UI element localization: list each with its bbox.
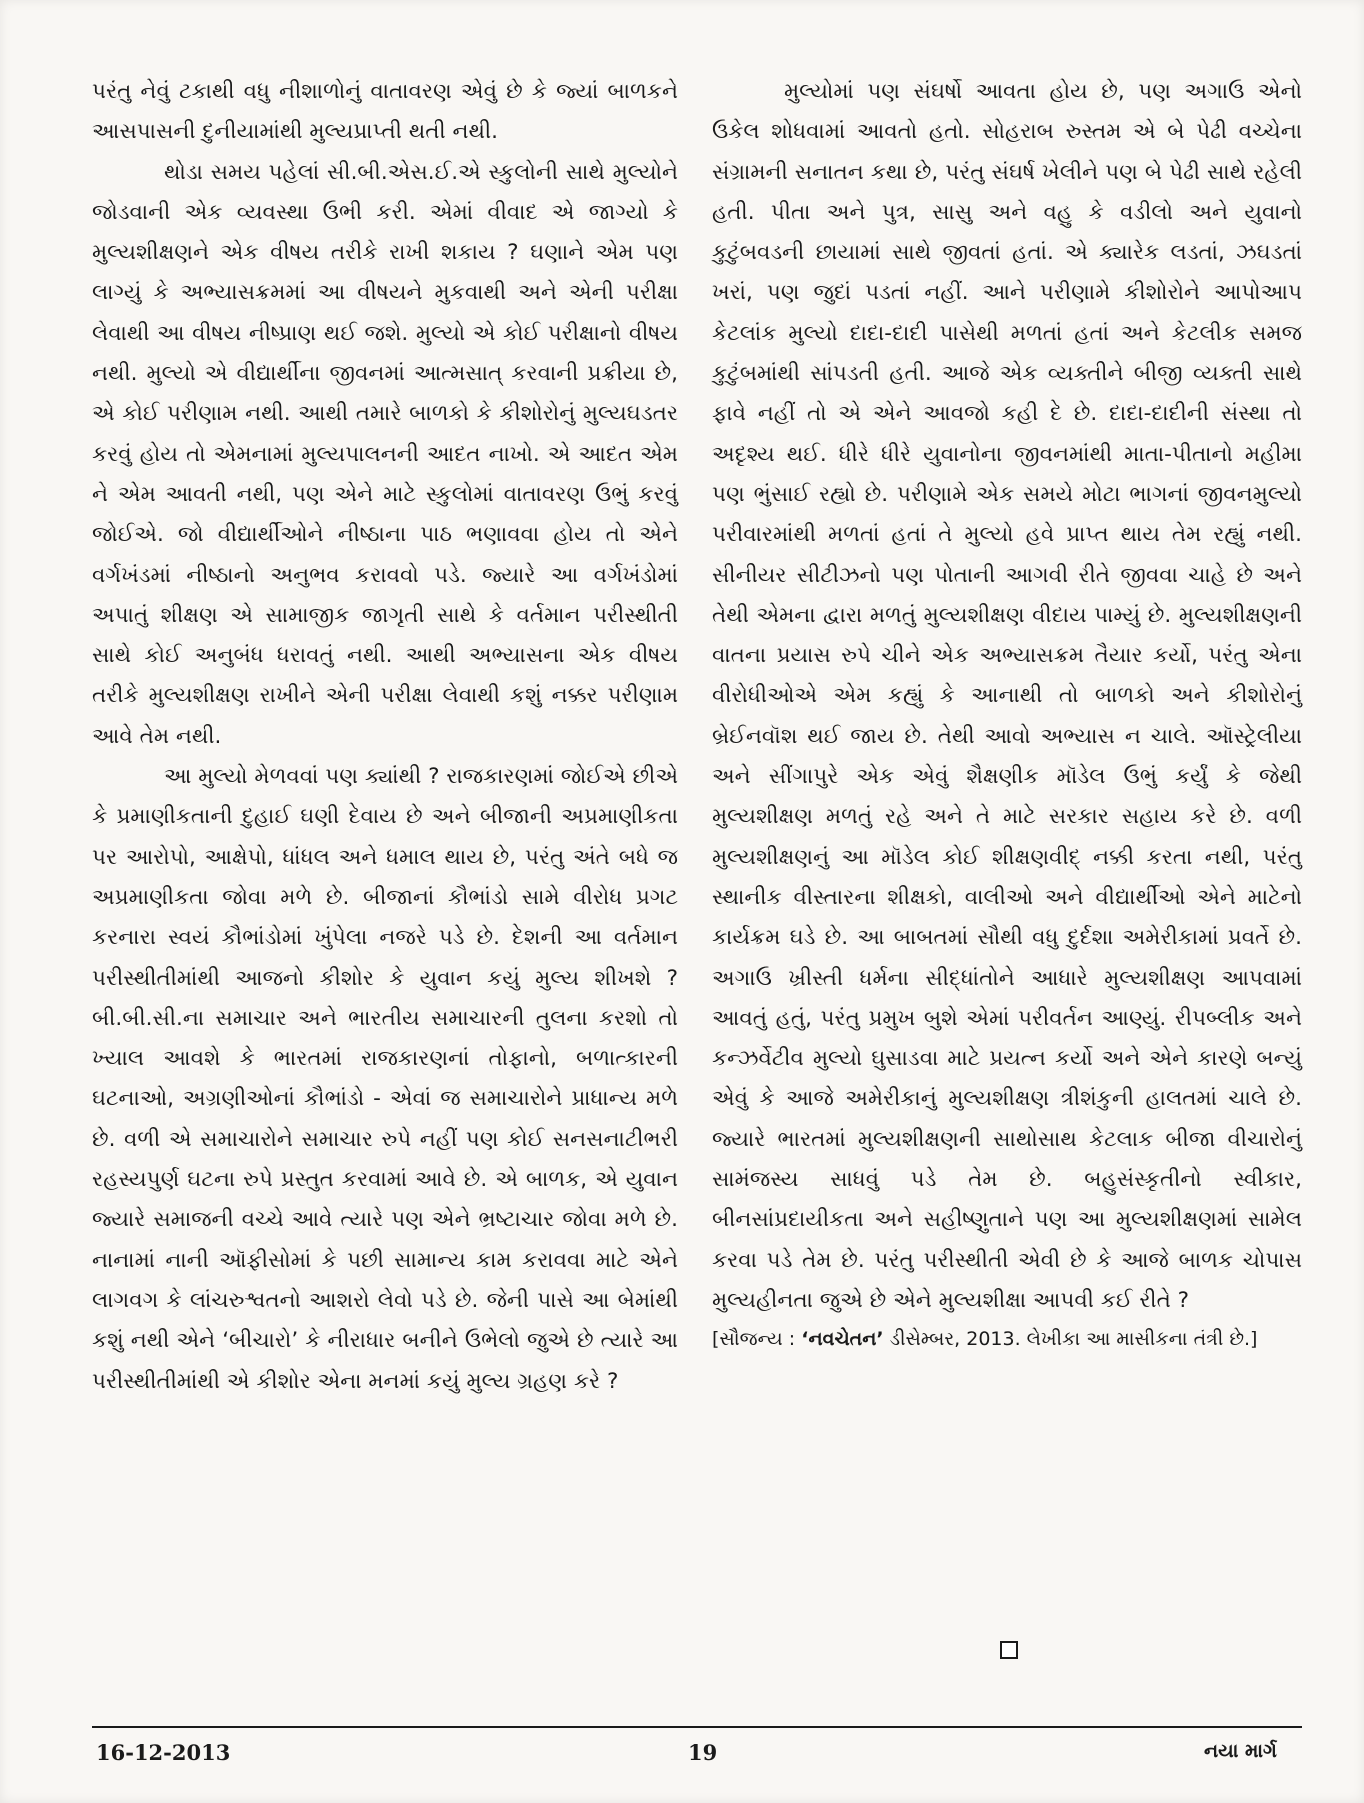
- paragraph-cbse-value-system: થોડા સમય પહેલાં સી.બી.એસ.ઈ.એ સ્કુલોની સાથે મુલ્યોને જોડવાની એક વ્યવસ્થા ઉભી કરી. એમાં વીવાદ એ જાગ્યો કે મુલ્યશીક્ષણને એક વીષય તરીકે રાખી શકાય ? ઘણાને એમ પણ લાગ્યું કે અભ્યાસક્રમમાં આ વીષયને મુકવાથી અને એની પરીક્ષા લેવાથી આ વીષય નીષ્પ્રાણ થઈ જશે. મુલ્યો એ કોઈ પરીક્ષાનો વીષય નથી. મુલ્યો એ વીદ્યાર્થીના જીવનમાં આત્મસાત્ કરવાની પ્રક્રીયા છે, એ કોઈ પરીણામ નથી. આથી તમારે બાળકો કે કીશોરોનું મુલ્યઘડતર કરવું હોય તો એમનામાં મુલ્યપાલનની આદત નાખો. એ આદત એમ ને એમ આવતી નથી, પણ એને માટે સ્કુલોમાં વાતાવરણ ઉભું કરવું જોઈએ. જો વીદ્યાર્થીઓને નીષ્ઠાના પાઠ ભણાવવા હોય તો એને વર્ગખંડમાં નીષ્ઠાનો અનુભવ કરાવવો પડે. જ્યારે આ વર્ગખંડોમાં અપાતું શીક્ષણ એ સામાજીક જાગૃતી સાથે કે વર્તમાન પરીસ્થીતી સાથે કોઈ અનુબંધ ધરાવતું નથી. આથી અભ્યાસના એક વીષય તરીકે મુલ્યશીક્ષણ રાખીને એની પરીક્ષા લેવાથી કશું નક્કર પરીણામ આવે તેમ નથી.: [92, 159, 678, 749]
- paragraph-family-generations: મુલ્યોમાં પણ સંઘર્ષો આવતા હોય છે, પણ અગાઉ એનો ઉકેલ શોધવામાં આવતો હતો. સોહરાબ રુસ્તમ એ બે પેઢી વચ્ચેના સંગ્રામની સનાતન કથા છે, પરંતુ સંઘર્ષ ખેલીને પણ બે પેઢી સાથે રહેલી હતી. પીતા અને પુત્ર, સાસુ અને વહુ કે વડીલો અને યુવાનો કુટુંબવડની છાયામાં સાથે જીવતાં હતાં. એ ક્યારેક લડતાં, ઝઘડતાં ખરાં, પણ જુદાં પડતાં નહીં. આને પરીણામે કીશોરોને આપોઆપ કેટલાંક મુલ્યો દાદા-દાદી પાસેથી મળતાં હતાં અને કેટલીક સમજ કુટુંબમાંથી સાંપડતી હતી. આજે એક વ્યક્તીને બીજી વ્યક્તી સાથે ફાવે નહીં તો એ એને આવજો કહી દે છે. દાદા-દાદીની સંસ્થા તો અદૃશ્ય થઈ. ધીરે ધીરે યુવાનોના જીવનમાંથી માતા-પીતાનો મહીમા પણ ભુંસાઈ રહ્યો છે. પરીણામે એક સમયે મોટા ભાગનાં જીવનમુલ્યો પરીવારમાંથી મળતાં હતાં તે મુલ્યો હવે પ્રાપ્ત થાય તેમ રહ્યું નથી. સીનીયર સીટીઝનો પણ પોતાની આગવી રીતે જીવવા ચાહે છે અને તેથી એમના દ્વારા મળતું મુલ્યશીક્ષણ વીદાય પામ્યું છે. મુલ્યશીક્ષણની વાતના પ્રયાસ રુપે ચીને એક અભ્યાસક્રમ તૈયાર કર્યો, પરંતુ એના વીરોધીઓએ એમ કહ્યું કે આનાથી તો બાળકો અને કીશોરોનું બ્રેઈનવૉશ થઈ જાય છે. તેથી આવો અભ્યાસ ન ચાલે. ઑસ્ટ્રેલીયા અને સીંગાપુરે એક એવું શૈક્ષણીક મૉડેલ ઉભું કર્યું કે જેથી મુલ્યશીક્ષણ મળતું રહે અને તે માટે સરકાર સહાય કરે છે. વળી મુલ્યશીક્ષણનું આ મૉડેલ કોઈ શીક્ષણવીદ્ નક્કી કરતા નથી, પરંતુ સ્થાનીક વીસ્તારના શીક્ષકો, વાલીઓ અને વીદ્યાર્થીઓ એને માટેનો કાર્યક્રમ ઘડે છે. આ બાબતમાં સૌથી વધુ દુર્દશા અમેરીકામાં પ્રવર્તે છે. અગાઉ ખ્રીસ્તી ધર્મના સીદ્ધાંતોને આધારે મુલ્યશીક્ષણ આપવામાં આવતું હતું, પરંતુ પ્રમુખ બુશે એમાં પરીવર્તન આણ્યું. રીપબ્લીક અને કન્ઝર્વેટીવ મુલ્યો ઘુસાડવા માટે પ્રયત્ન કર્યો અને એને કારણે બન્યું એવું કે આજે અમેરીકાનું મુલ્યશીક્ષણ ત્રીશંકુની હાલતમાં ચાલે છે. જ્યારે ભારતમાં મુલ્યશીક્ષણની સાથોસાથ કેટલાક બીજા વીચારોનું સામંજસ્ય સાધવું પડે તેમ છે. બહુસંસ્કૃતીનો સ્વીકાર, બીનસાંપ્રદાયીકતા અને સહીષ્ણુતાને પણ આ મુલ્યશીક્ષણમાં સામેલ કરવા પડે તેમ છે. પરંતુ પરીસ્થીતી એવી છે કે આજે બાળક ચોપાસ મુલ્યહીનતા જુએ છે એને મુલ્યશીક્ષા આપવી કઈ રીતે ?: [712, 79, 1302, 1313]
- credit-source: ‘નવચેતન’: [801, 1328, 884, 1351]
- footer-page-number: 19: [688, 1740, 718, 1765]
- end-of-article-square-icon: [1000, 1641, 1018, 1659]
- footer-date: 16-12-2013: [96, 1740, 231, 1765]
- paragraph-continued: પરંતુ નેવું ટકાથી વધુ નીશાળોનું વાતાવરણ એવું છે કે જ્યાં બાળકને આસપાસની દુનીયામાંથી મુલ્યપ્રાપ્તી થતી નથી.: [92, 79, 678, 145]
- footer-divider: [92, 1726, 1302, 1728]
- credit-open: [સૌજન્ય :: [712, 1328, 802, 1351]
- paragraph-politics-corruption: આ મુલ્યો મેળવવાં પણ ક્યાંથી ? રાજકારણમાં જોઈએ છીએ કે પ્રમાણીકતાની દુહાઈ ઘણી દેવાય છે અને બીજાની અપ્રમાણીકતા પર આરોપો, આક્ષેપો, ધાંધલ અને ધમાલ થાય છે, પરંતુ અંતે બધે જ અપ્રમાણીકતા જોવા મળે છે. બીજાનાં કૌભાંડો સામે વીરોધ પ્રગટ કરનારા સ્વયં કૌભાંડોમાં ખુંપેલા નજરે પડે છે. દેશની આ વર્તમાન પરીસ્થીતીમાંથી આજનો કીશોર કે યુવાન કયું મુલ્ય શીખશે ? બી.બી.સી.ના સમાચાર અને ભારતીય સમાચારની તુલના કરશો તો ખ્યાલ આવશે કે ભારતમાં રાજકારણનાં તોફાનો, બળાત્કારની ઘટનાઓ, અગ્રણીઓનાં કૌભાંડો - એવાં જ સમાચારોને પ્રાધાન્ય મળે છે. વળી એ સમાચારોને સમાચાર રુપે નહીં પણ કોઈ સનસનાટીભરી રહસ્યપુર્ણ ઘટના રુપે પ્રસ્તુત કરવામાં આવે છે. એ બાળક, એ યુવાન જ્યારે સમાજની વચ્ચે આવે ત્યારે પણ એને ભ્રષ્ટાચાર જોવા મળે છે. નાનામાં નાની ઑફીસોમાં કે પછી સામાન્ય કામ કરાવવા માટે એને લાગવગ કે લાંચરુશ્વતનો આશરો લેવો પડે છે. જેની પાસે આ બેમાંથી કશું નથી એને ‘બીચારો’ કે નીરાધાર બનીને ઉભેલો જુએ છે ત્યારે આ પરીસ્થીતીમાંથી એ કીશોર એના મનમાં કયું મુલ્ય ગ્રહણ કરે ?: [92, 764, 678, 1394]
- footer-magazine-name: નયા માર્ગ: [1204, 1740, 1277, 1762]
- article-column-right: [712, 72, 1302, 1357]
- source-credit: [712, 1321, 1302, 1357]
- credit-rest: ડીસેમ્બર, 2013. લેખીકા આ માસીકના તંત્રી છે.]: [883, 1328, 1258, 1351]
- article-column-left: [92, 72, 678, 1402]
